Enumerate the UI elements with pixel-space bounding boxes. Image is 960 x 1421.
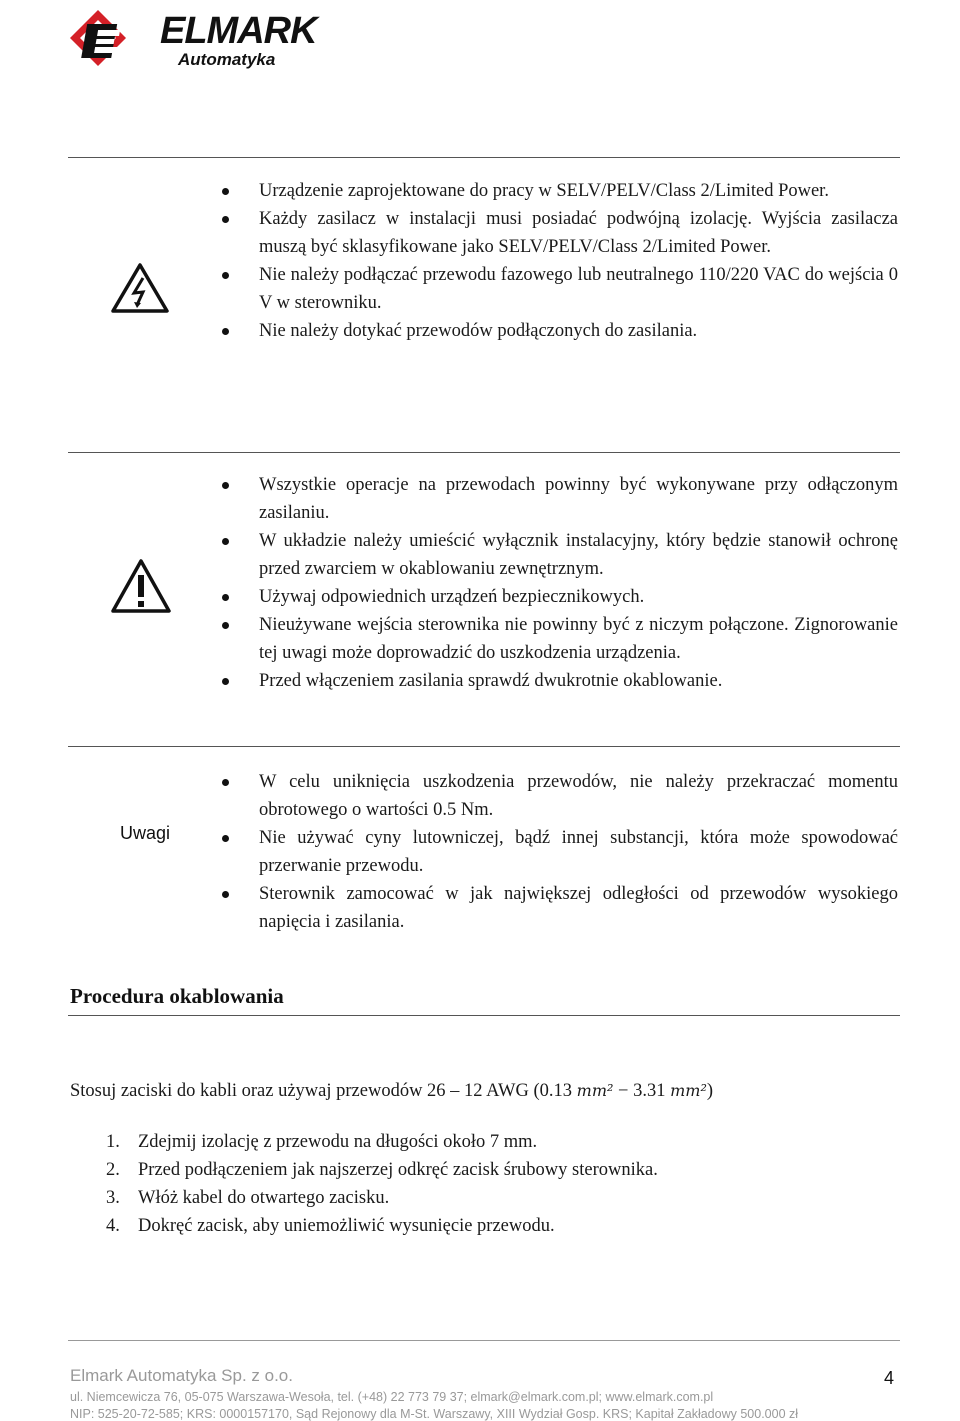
- step-item: 1. Zdejmij izolację z przewodu na długości około 7 mm.: [106, 1132, 538, 1152]
- list-item: Nieużywane wejścia sterownika nie powinny być z niczym połączone. Zignorowanie tej uwagi może doprowadzić do uszkodzenia urządzenia.: [222, 611, 898, 667]
- procedure-steps: [106, 1128, 658, 1240]
- list-item: Wszystkie operacje na przewodach powinny być wykonywane przy odłączonym zasilaniu.: [222, 471, 898, 527]
- footer-address: ul. Niemcewicza 76, 05-075 Warszawa-Wesoła, tel. (+48) 22 773 79 37; elmark@elmark.com.pl; www.elmark.com.pl: [70, 1390, 714, 1404]
- step-item: 2. Przed podłączeniem jak najszerzej odkręć zacisk śrubowy sterownika.: [106, 1160, 658, 1180]
- list-item: Nie należy dotykać przewodów podłączonych do zasilania.: [222, 317, 898, 345]
- list-item: W układzie należy umieścić wyłącznik instalacyjny, który będzie stanowił ochronę przed zwarciem w okablowaniu zewnętrznym.: [222, 527, 898, 583]
- caution-list: [222, 471, 898, 695]
- list-item: Nie należy podłączać przewodu fazowego lub neutralnego 110/220 VAC do wejścia 0 V w sterowniku.: [222, 261, 898, 317]
- unit-mm2: mm²: [670, 1081, 707, 1100]
- list-item: Przed włączeniem zasilania sprawdź dwukrotnie okablowanie.: [222, 667, 898, 695]
- section-divider: [68, 157, 900, 158]
- heading-underline: [68, 1015, 900, 1016]
- electrical-warnings-list: [222, 177, 898, 345]
- logo-brand-text: ELMARK: [160, 10, 317, 52]
- wire-spec-intro: Stosuj zaciski do kabli oraz używaj przewodów 26 – 12 AWG (0.13: [70, 1081, 577, 1101]
- logo-sub-text: Automatyka: [178, 50, 276, 69]
- exclamation-warning-icon: [110, 558, 172, 619]
- section-divider: [68, 452, 900, 453]
- list-item: Urządzenie zaprojektowane do pracy w SELV/PELV/Class 2/Limited Power.: [222, 177, 898, 205]
- high-voltage-warning-icon: [110, 262, 170, 319]
- list-item: Używaj odpowiednich urządzeń bezpiecznikowych.: [222, 583, 898, 611]
- list-item: Nie używać cyny lutowniczej, bądź innej substancji, która może spowodować przerwanie przewodu.: [222, 824, 898, 880]
- section-divider: [68, 746, 900, 747]
- list-item: Sterownik zamocować w jak największej odległości od przewodów wysokiego napięcia i zasilania.: [222, 880, 898, 936]
- wire-spec-range: − 3.31: [613, 1081, 671, 1101]
- notes-list: [222, 768, 898, 936]
- footer-registry: NIP: 525-20-72-585; KRS: 0000157170, Sąd Rejonowy dla M-St. Warszawy, XIII Wydział Gosp. KRS; Kapitał Zakładowy 500.000 zł: [70, 1407, 799, 1421]
- wire-spec-close: ): [706, 1081, 714, 1101]
- footer-divider: [68, 1340, 900, 1341]
- step-item: 4. Dokręć zacisk, aby uniemożliwić wysunięcie przewodu.: [106, 1216, 555, 1236]
- section-heading: Procedura okablowania: [70, 984, 284, 1008]
- step-item: 3. Włóż kabel do otwartego zacisku.: [106, 1188, 390, 1208]
- page-number: 4: [884, 1368, 895, 1388]
- elmark-logo-mark: [68, 8, 168, 78]
- footer-company: Elmark Automatyka Sp. z o.o.: [70, 1366, 293, 1385]
- list-item: Każdy zasilacz w instalacji musi posiadać podwójną izolację. Wyjścia zasilacza muszą być sklasyfikowane jako SELV/PELV/Class 2/Limited Power.: [222, 205, 898, 261]
- notes-label: Uwagi: [120, 823, 171, 843]
- list-item: W celu uniknięcia uszkodzenia przewodów, nie należy przekraczać momentu obrotowego o wartości 0.5 Nm.: [222, 768, 898, 824]
- unit-mm2: mm²: [576, 1081, 614, 1100]
- wire-spec-text: [70, 1081, 713, 1102]
